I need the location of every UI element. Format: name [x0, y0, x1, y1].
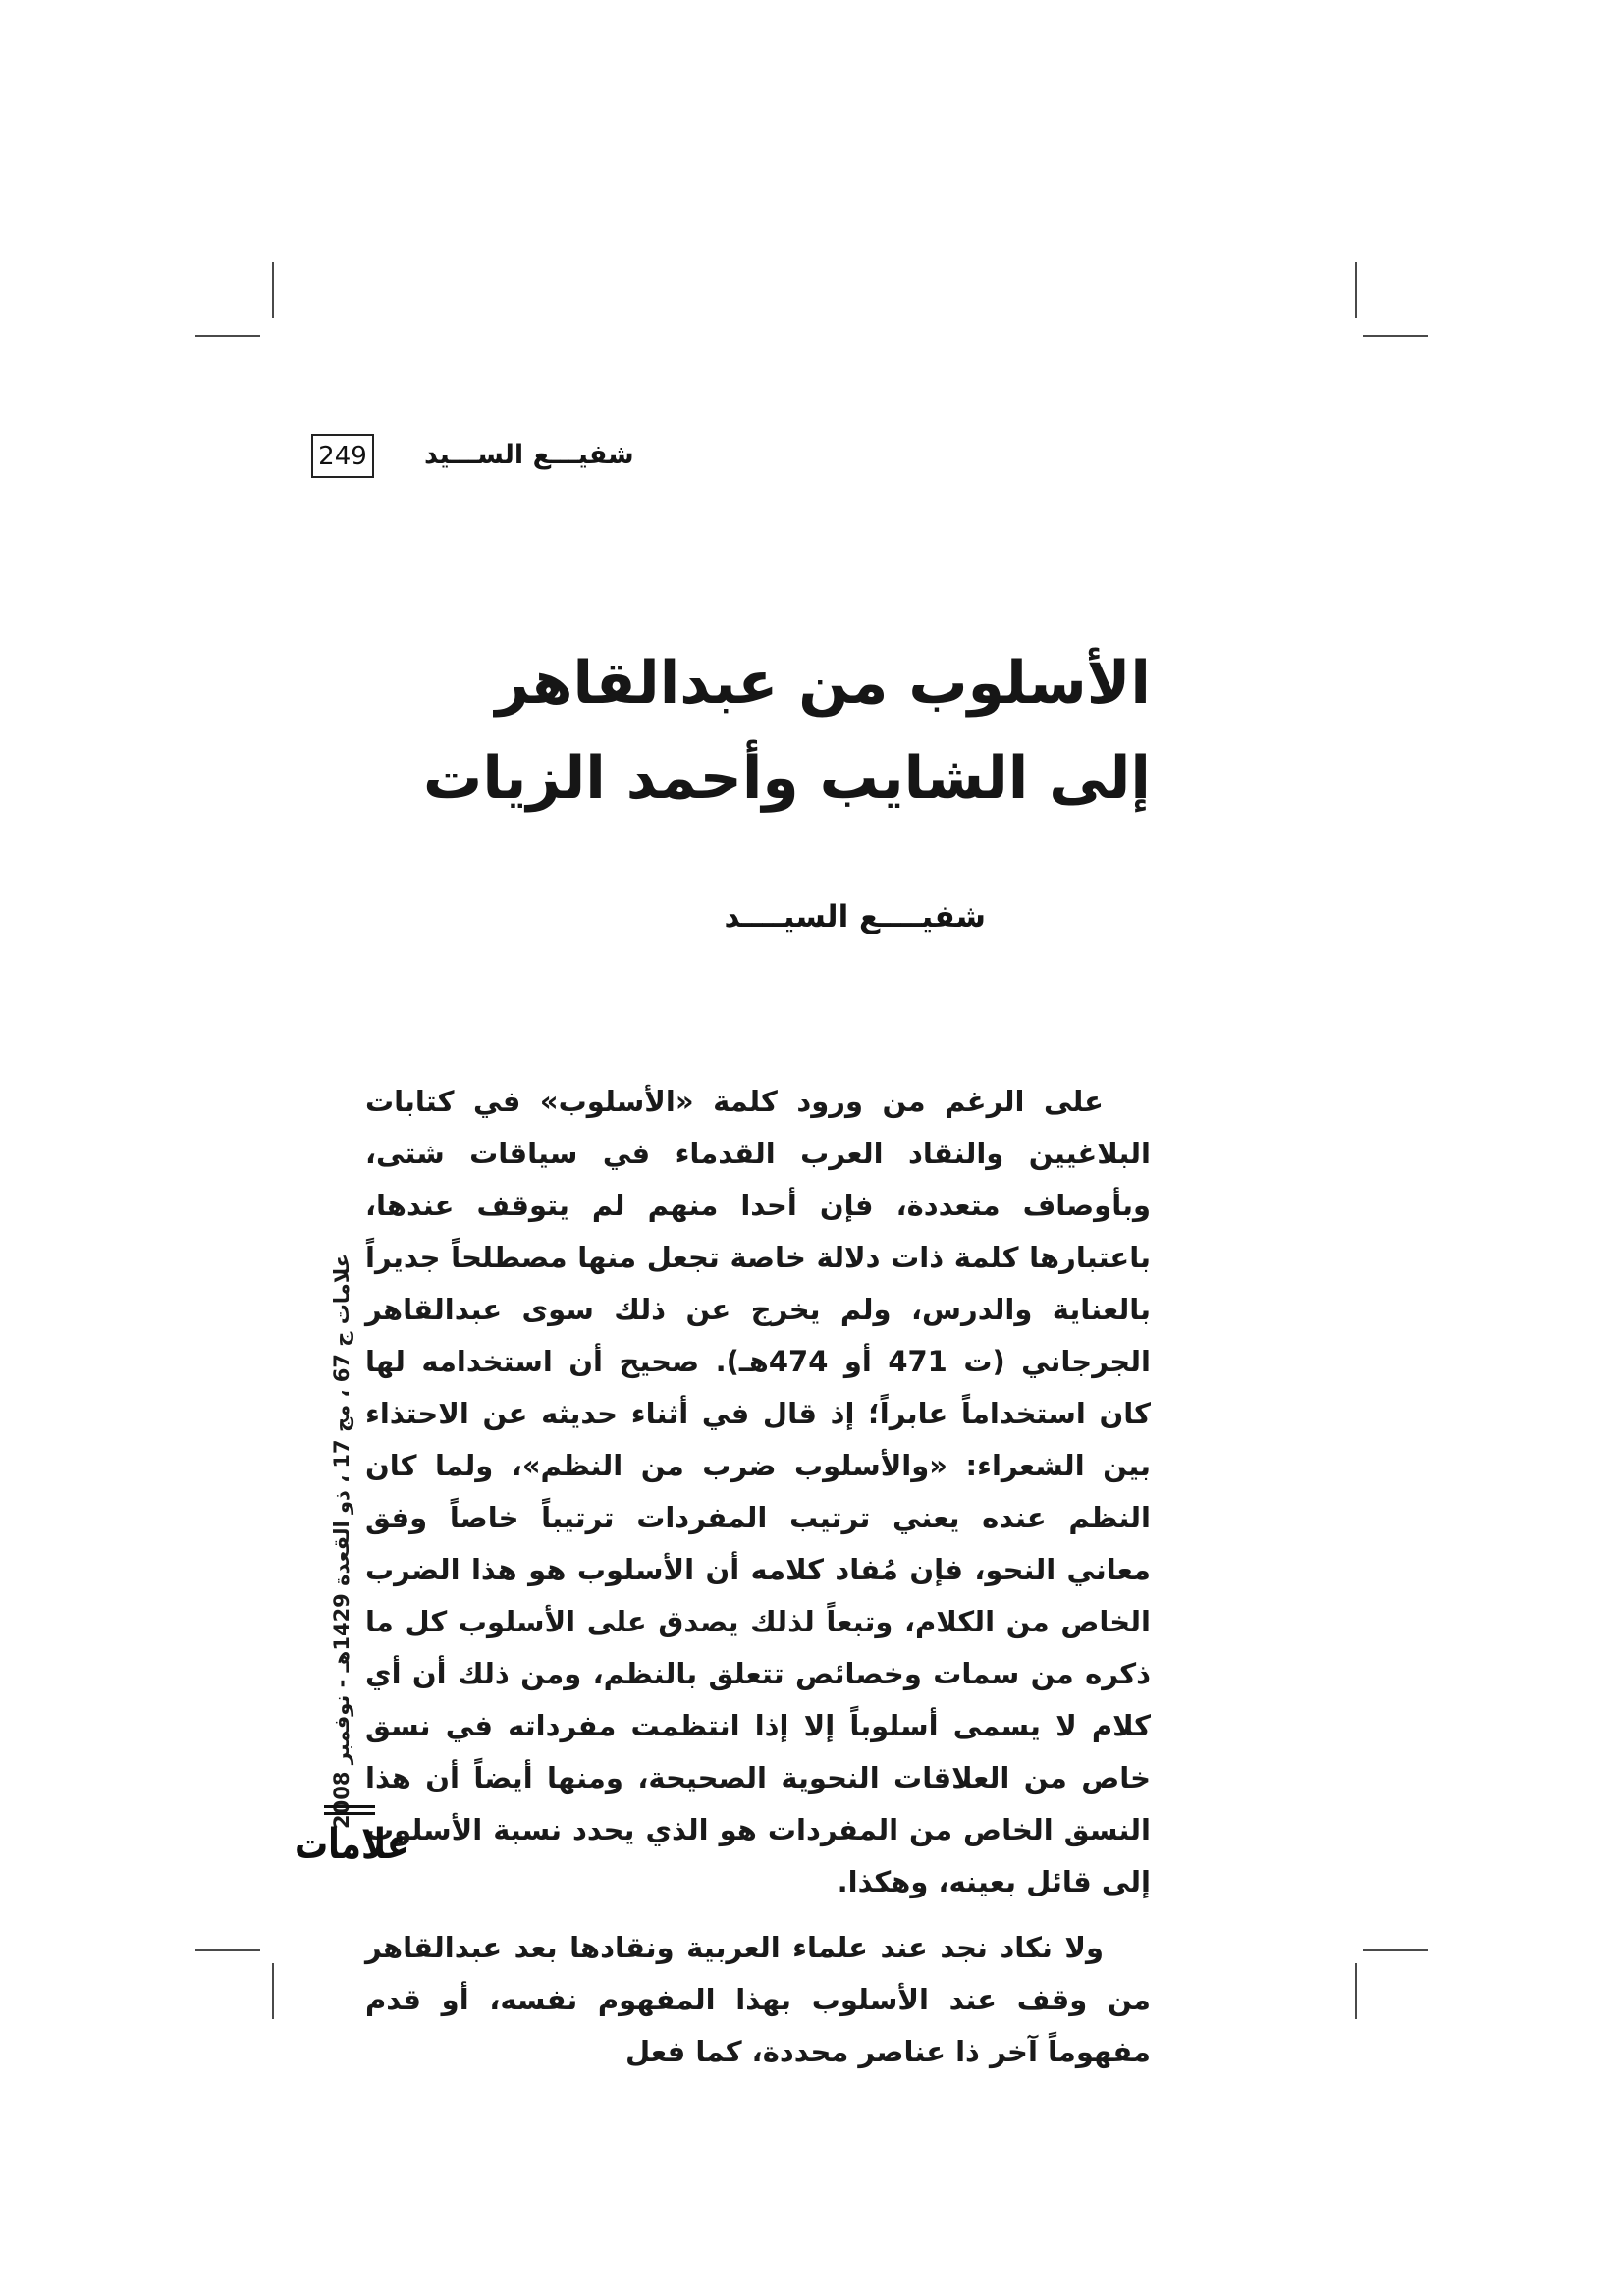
logo-divider-lines: [324, 1805, 375, 1815]
crop-mark-top-right-horizontal: [1363, 335, 1428, 337]
article-author: شفيــــع السيــــد: [724, 899, 986, 934]
body-paragraph-1: على الرغم من ورود كلمة «الأسلوب» في كتابات البلاغيين والنقاد العرب القدماء في سياقات شتى، وبأوصاف متعددة، فإن أحدا منهم لم يتوقف عندها، باعتبارها كلمة ذات دلالة خاصة تجعل منها مصطلحاً جديراً بالعناية والدرس، ولم يخرج عن ذلك سوى عبدالقاهر الجرجاني (ت 471 أو 474هـ). صحيح أن استخدامه لها كان استخداماً عابراً؛ إذ قال في أثناء حديثه عن الاحتذاء بين الشعراء: «والأسلوب ضرب من النظم»، ولما كان النظم عنده يعني ترتيب المفردات ترتيباً خاصاً وفق معاني النحو، فإن مُفاد كلامه أن الأسلوب هو هذا الضرب الخاص من الكلام، وتبعاً لذلك يصدق على الأسلوب كل ما ذكره من سمات وخصائص تتعلق بالنظم، ومن ذلك أن أي كلام لا يسمى أسلوباً إلا إذا انتظمت مفرداته في نسق خاص من العلاقات النحوية الصحيحة، ومنها أيضاً أن هذا النسق الخاص من المفردات هو الذي يحدد نسبة الأسلوب إلى قائل بعينه، وهكذا.: [365, 1085, 1151, 1898]
journal-logo: علامات: [295, 1820, 410, 1869]
article-title: [423, 636, 1151, 827]
page-number: 249: [318, 441, 367, 471]
article-body: [365, 1076, 1151, 2078]
running-header-author: شفيـــع الســـيد: [424, 440, 634, 470]
crop-mark-bottom-right-vertical: [1355, 1963, 1357, 2019]
article-title-line1: الأسلوب من عبدالقاهر: [495, 649, 1151, 718]
crop-mark-top-left-vertical: [272, 262, 274, 318]
crop-mark-bottom-left-vertical: [272, 1963, 274, 2019]
journal-issue-text: علامات ج 67 ، مج 17 ، ذو القعدة 1429هـ - نوفمبر 2008: [330, 1253, 353, 1830]
crop-mark-top-left-horizontal: [195, 335, 260, 337]
crop-mark-bottom-left-horizontal: [195, 1949, 260, 1951]
article-title-line2: إلى الشايب وأحمد الزيات: [423, 744, 1151, 813]
body-paragraph-2: ولا نكاد نجد عند علماء العربية ونقادها بعد عبدالقاهر من وقف عند الأسلوب بهذا المفهوم نفسه، أو قدم مفهوماً آخر ذا عناصر محددة، كما فعل: [365, 1931, 1151, 2068]
page-number-badge: [311, 434, 374, 478]
crop-mark-bottom-right-horizontal: [1363, 1949, 1428, 1951]
crop-mark-top-right-vertical: [1355, 262, 1357, 318]
